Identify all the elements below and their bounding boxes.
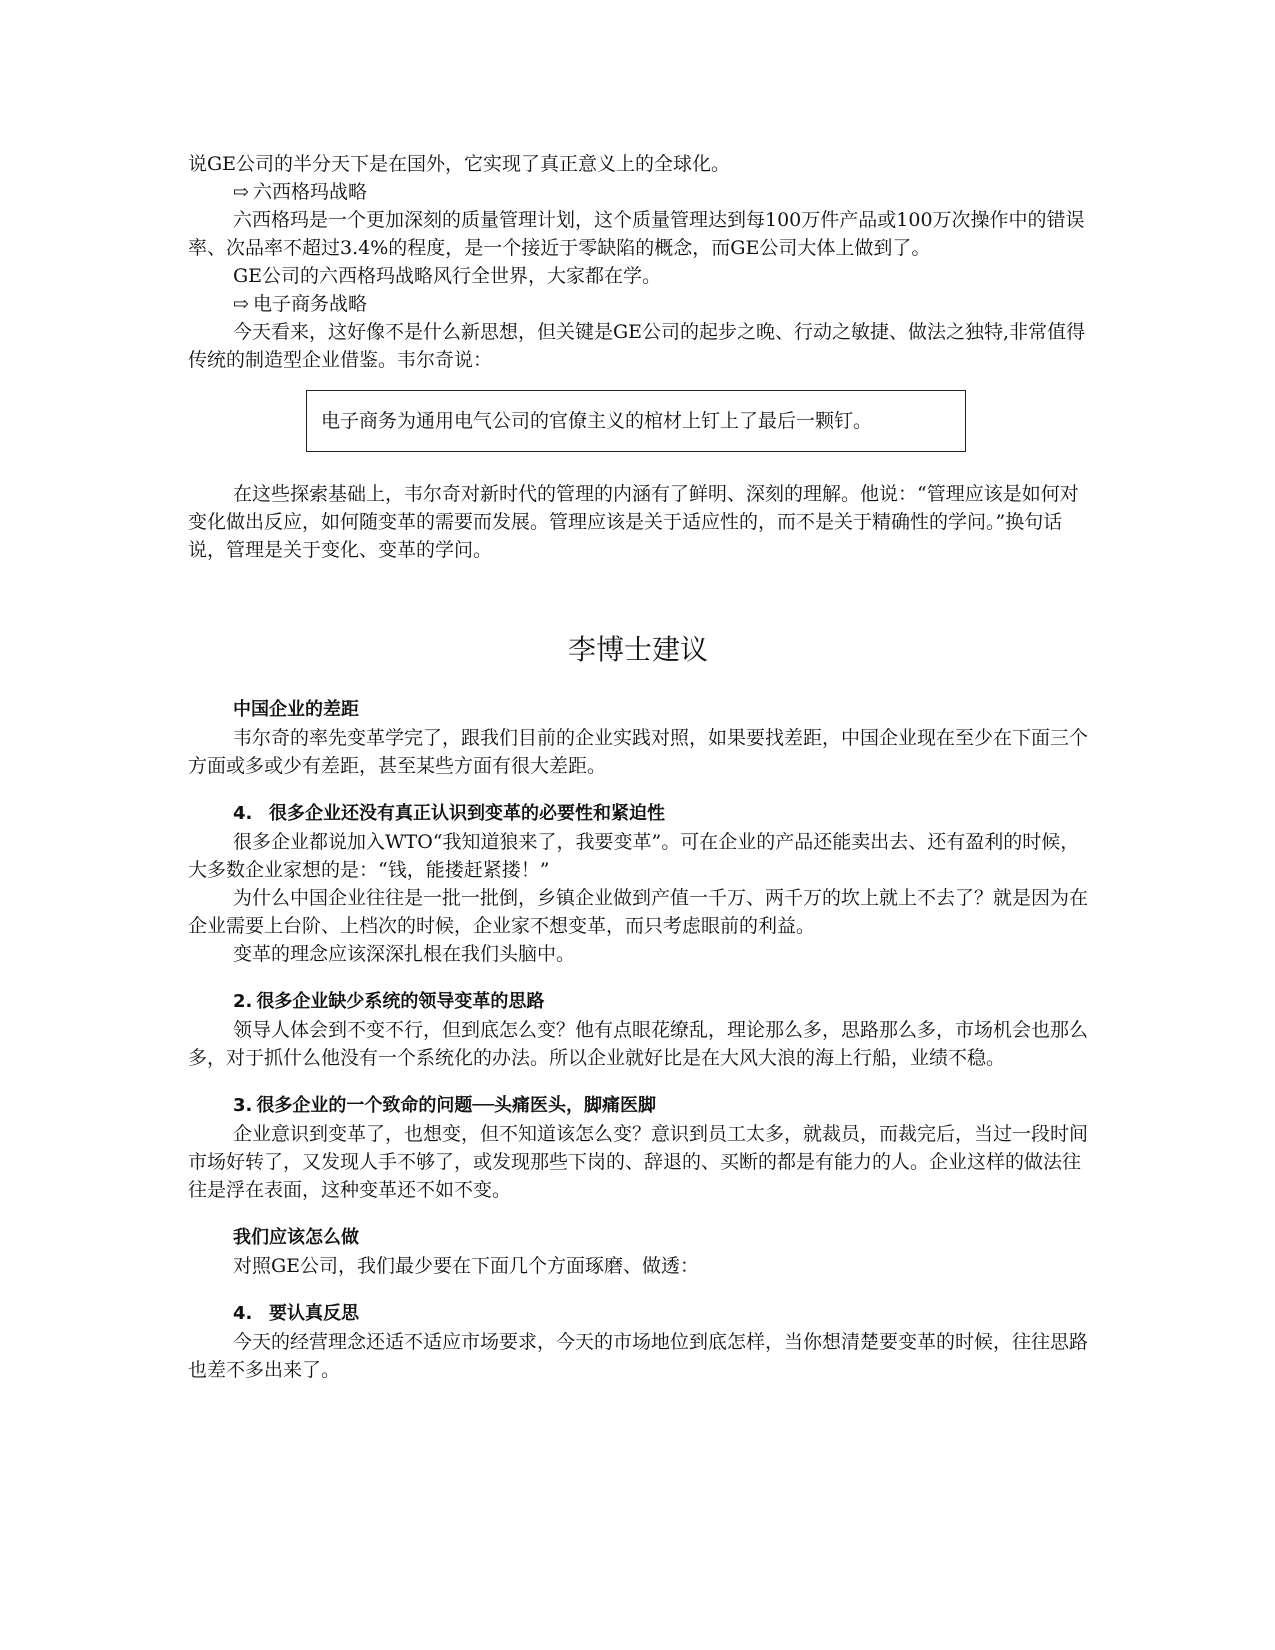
heading-what-to-do: 我们应该怎么做 xyxy=(233,1227,359,1248)
heading-number: 4. xyxy=(233,803,253,824)
heading-text: 要认真反思 xyxy=(269,1303,359,1324)
section-title: 李博士建议 xyxy=(567,633,708,666)
paragraph-management: 在这些探索基础上，韦尔奇对新时代的管理的内涵有了鲜明、深刻的理解。他说：“管理应该是如何对变化做出反应，如何随变革的需要而发展。管理应该是关于适应性的，而不是关于精确性的学问。”换句话说，管理是关于变化、变革的学问。 xyxy=(188,483,1079,561)
paragraph-reflect: 今天的经营理念还适不适应市场要求，今天的市场地位到底怎样，当你想清楚要变革的时候，往往思路也差不多出来了。 xyxy=(188,1331,1089,1381)
quote-box xyxy=(306,390,966,452)
paragraph-globalization: 说GE公司的半分天下是在国外，它实现了真正意义上的全球化。 xyxy=(188,153,731,175)
subheading-label: 电子商务战略 xyxy=(253,293,368,315)
heading-number: 2. xyxy=(233,991,253,1012)
paragraph-six-sigma-popular: GE公司的六西格玛战略风行全世界，大家都在学。 xyxy=(233,265,662,287)
paragraph-item-2: 领导人体会到不变不行，但到底怎么变？他有点眼花缭乱，理论那么多，思路那么多，市场机会也那么多，对于抓什么他没有一个系统化的办法。所以企业就好比是在大风大浪的海上行船，业绩不稳。 xyxy=(188,1019,1089,1069)
paragraph-gap: 韦尔奇的率先变革学完了，跟我们目前的企业实践对照，如果要找差距，中国企业现在至少在下面三个方面或多或少有差距，甚至某些方面有很大差距。 xyxy=(188,727,1089,777)
arrow-right-icon: ⇨ xyxy=(233,181,249,203)
heading-reflect xyxy=(188,1300,1088,1328)
paragraph-six-sigma: 六西格玛是一个更加深刻的质量管理计划，这个质量管理达到每100万件产品或100万次操作中的错误率、次品率不超过3.4%的程度，是一个接近于零缺陷的概念，而GE公司大体上做到了。 xyxy=(188,209,1085,259)
heading-text: 很多企业缺少系统的领导变革的思路 xyxy=(256,991,545,1012)
heading-number: 3. xyxy=(233,1095,253,1116)
paragraph-e-commerce: 今天看来，这好像不是什么新思想，但关键是GE公司的起步之晚、行动之敏捷、做法之独特,非常值得传统的制造型企业借鉴。韦尔奇说： xyxy=(188,321,1086,371)
heading-item-2 xyxy=(188,988,1088,1016)
heading-gap: 中国企业的差距 xyxy=(233,699,359,720)
arrow-right-icon: ⇨ xyxy=(233,293,249,315)
subheading-e-commerce xyxy=(188,290,1088,318)
paragraph-item-3: 企业意识到变革了，也想变，但不知道该怎么变？意识到员工太多，就裁员，而裁完后，当过一段时间市场好转了，又发现人手不够了，或发现那些下岗的、辞退的、买断的都是有能力的人。企业这样的做法往往是浮在表面，这种变革还不如不变。 xyxy=(188,1123,1089,1201)
paragraph-item-1a: 很多企业都说加入WTO“我知道狼来了，我要变革”。可在企业的产品还能卖出去、还有盈利的时候，大多数企业家想的是：“钱，能搂赶紧搂！” xyxy=(188,831,1080,881)
subheading-label: 六西格玛战略 xyxy=(253,181,368,203)
paragraph-item-1b: 为什么中国企业往往是一批一批倒，乡镇企业做到产值一千万、两千万的坎上就上不去了？就是因为在企业需要上台阶、上档次的时候，企业家不想变革，而只考虑眼前的利益。 xyxy=(188,887,1089,937)
document-body xyxy=(188,150,1088,1384)
quote-text: 电子商务为通用电气公司的官僚主义的棺材上钉上了最后一颗钉。 xyxy=(321,410,873,432)
heading-number: 4. xyxy=(233,1303,253,1324)
heading-item-1 xyxy=(188,800,1088,828)
heading-text: 很多企业的一个致命的问题──头痛医头，脚痛医脚 xyxy=(256,1095,657,1116)
heading-item-3 xyxy=(188,1092,1088,1120)
paragraph-what-to-do: 对照GE公司，我们最少要在下面几个方面琢磨、做透： xyxy=(233,1255,700,1277)
heading-text: 很多企业还没有真正认识到变革的必要性和紧迫性 xyxy=(269,803,665,824)
subheading-six-sigma xyxy=(188,178,1088,206)
paragraph-item-1c: 变革的理念应该深深扎根在我们头脑中。 xyxy=(233,943,576,965)
